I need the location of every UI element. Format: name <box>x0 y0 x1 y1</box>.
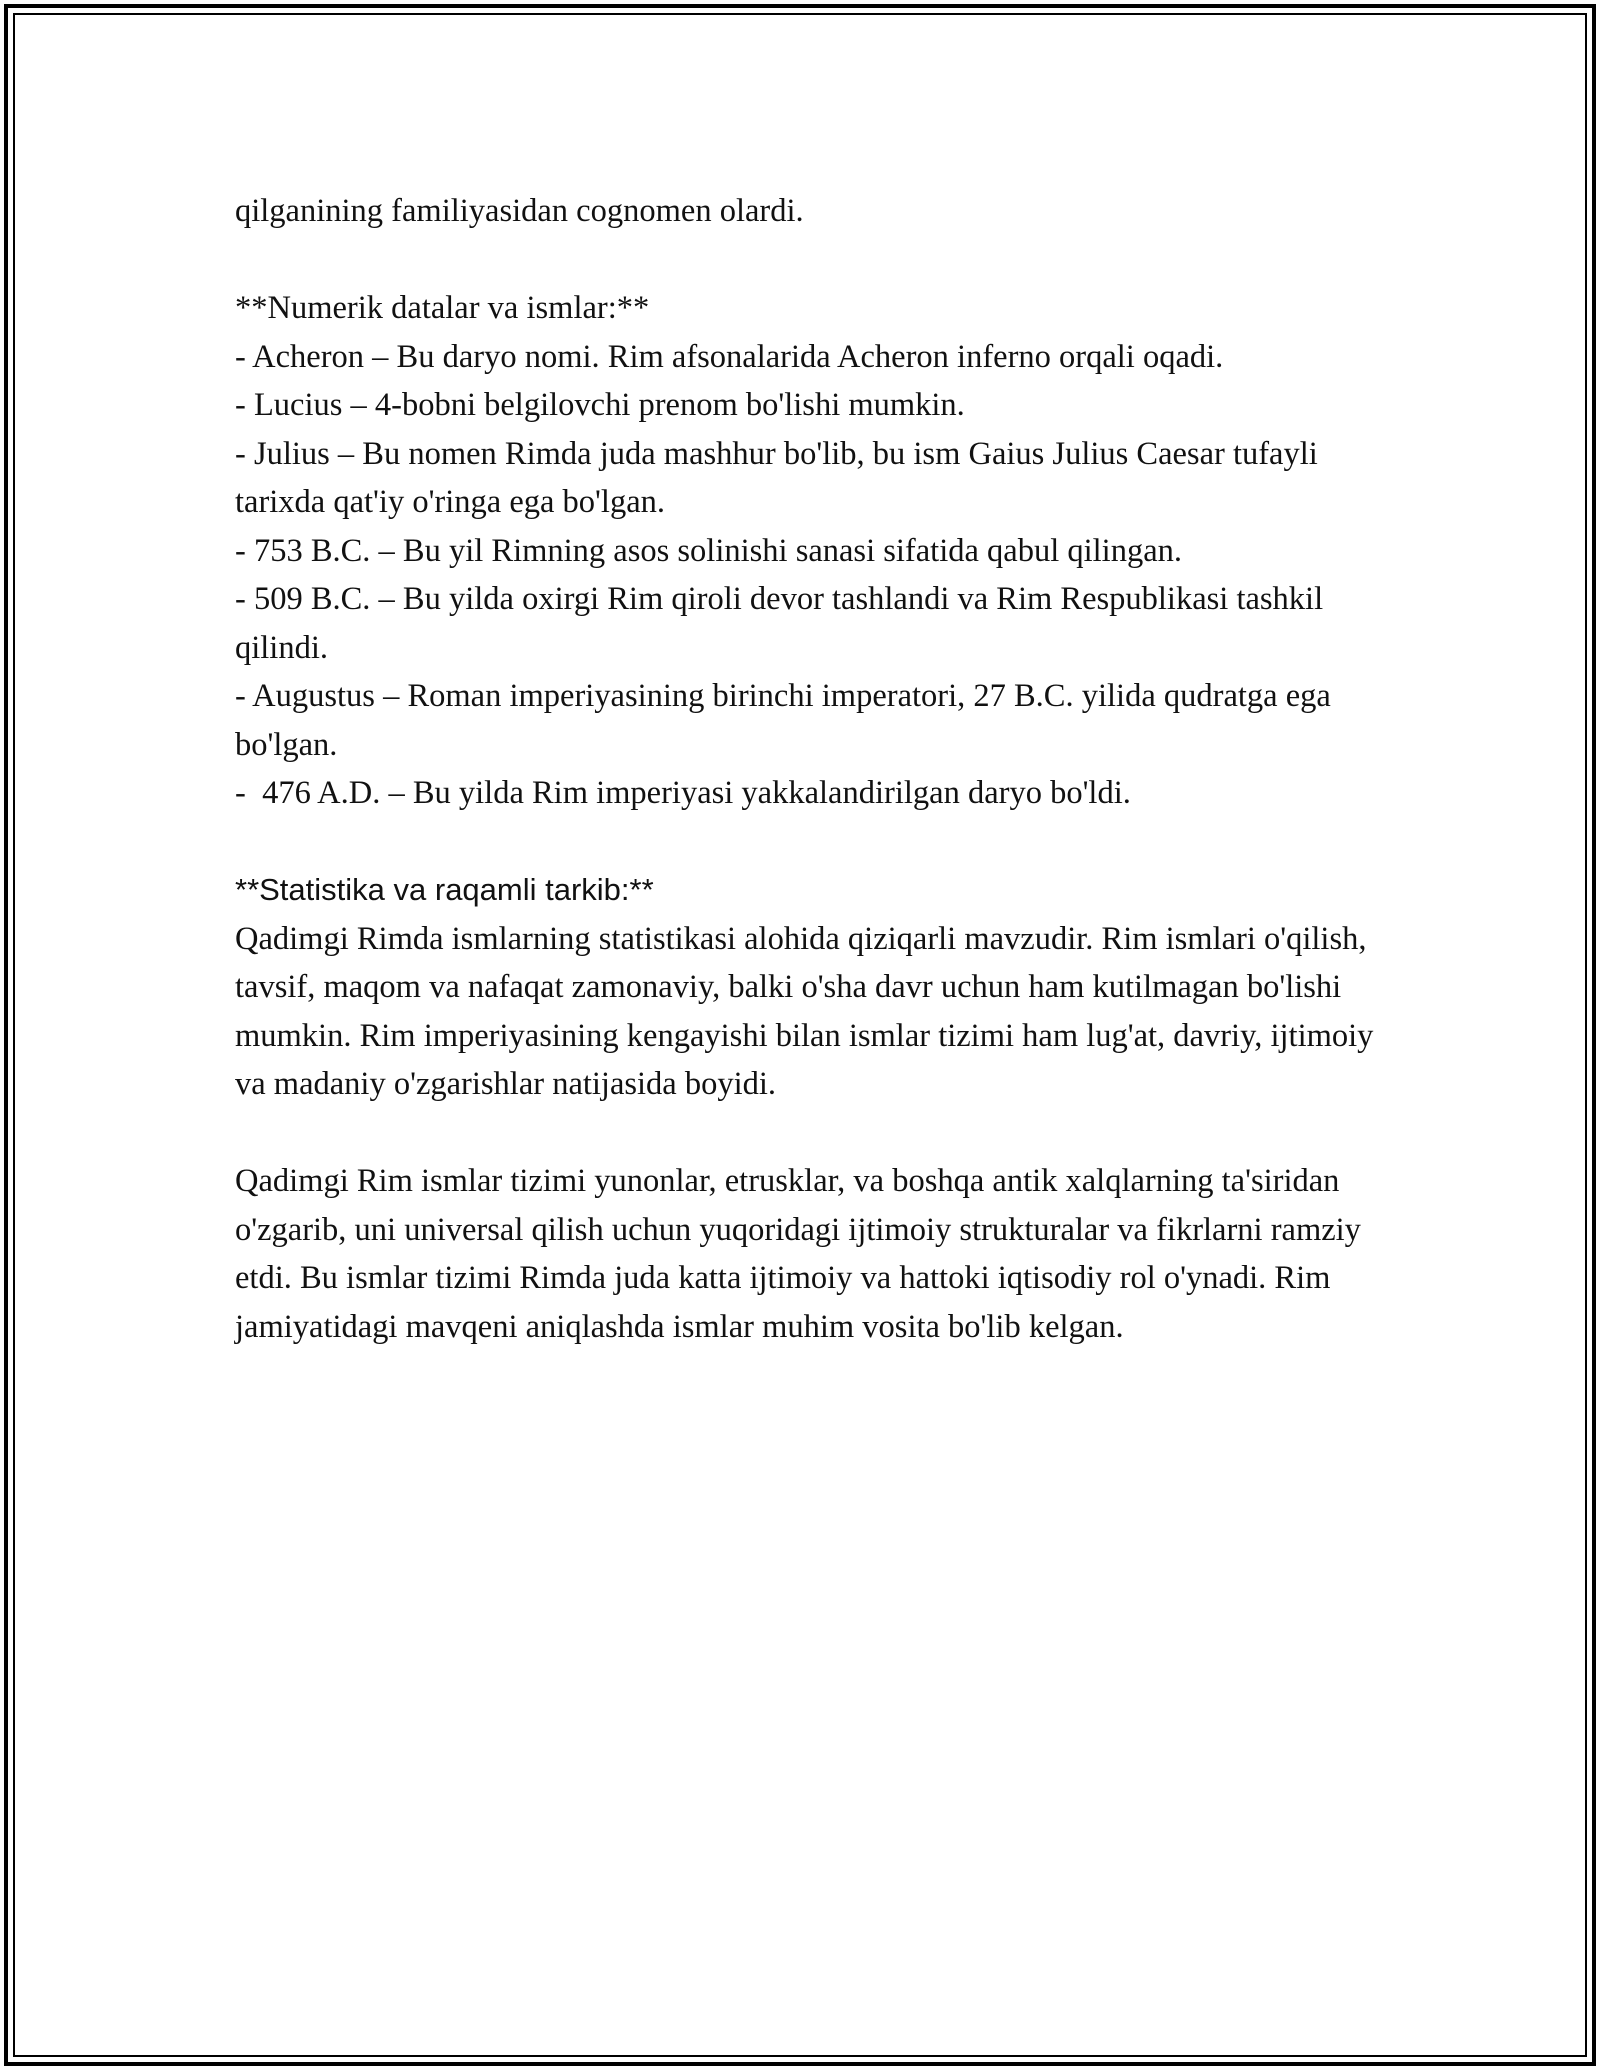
blank-line <box>235 236 1395 285</box>
list-item-476ad: - 476 A.D. – Bu yilda Rim imperiyasi yakkalandirilgan daryo bo'ldi. <box>235 775 1131 811</box>
list-item-753bc: - 753 B.C. – Bu yil Rimning asos solinishi sanasi sifatida qabul qilingan. <box>235 532 1182 569</box>
stats-paragraph-2: Qadimgi Rim ismlar tizimi yunonlar, etrusklar, va boshqa antik xalqlarning ta'siridan o'zgarib, uni universal qilish uchun yuqoridagi ijtimoiy strukturalar va fikrlarni ramziy etdi. Bu ismlar tizimi Rimda juda katta ijtimoiy va hattoki iqtisodiy rol o'ynadi. Rim jamiyatidagi mavqeni aniqlashda ismlar muhim vosita bo'lib kelgan. <box>235 1163 1361 1345</box>
list-item-lucius: - Lucius – 4-bobni belgilovchi prenom bo'lishi mumkin. <box>235 387 965 423</box>
stats-paragraph-1: Qadimgi Rimda ismlarning statistikasi alohida qiziqarli mavzudir. Rim ismlari o'qilish, tavsif, maqom va nafaqat zamonaviy, balki o'sha davr uchun ham kutilmagan bo'lishi mumkin. Rim imperiyasining kengayishi bilan ismlar tizimi ham lug'at, davriy, ijtimoiy va madaniy o'zgarishlar natijasida boyidi. <box>235 920 1374 1102</box>
list-item-julius: - Julius – Bu nomen Rimda juda mashhur bo'lib, bu ism Gaius Julius Caesar tufayli tarixda qat'iy o'ringa ega bo'lgan. <box>235 435 1318 520</box>
blank-line <box>235 818 1395 867</box>
stats-section-heading: **Statistika va raqamli tarkib:** <box>235 872 654 907</box>
opening-line: qilganining familiyasidan cognomen olardi. <box>235 193 804 229</box>
blank-line <box>235 1109 1395 1158</box>
document-body <box>235 187 1395 1351</box>
list-item-augustus: - Augustus – Roman imperiyasining birinchi imperatori, 27 B.C. yilida qudratga ega bo'lgan. <box>235 678 1331 763</box>
list-item-acheron: - Acheron – Bu daryo nomi. Rim afsonalarida Acheron inferno orqali oqadi. <box>235 338 1224 375</box>
numeric-section-heading: **Numerik datalar va ismlar:** <box>235 290 650 326</box>
list-item-509bc: - 509 B.C. – Bu yilda oxirgi Rim qiroli devor tashlandi va Rim Respublikasi tashkil qilindi. <box>235 581 1324 666</box>
